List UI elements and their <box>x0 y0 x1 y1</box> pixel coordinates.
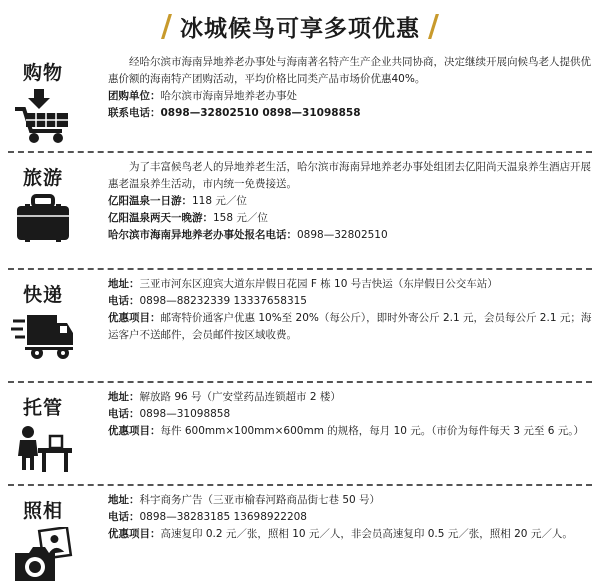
field-label: 电话： <box>108 408 140 420</box>
field-value: 118 元／位 <box>192 195 247 207</box>
info-line <box>108 210 592 227</box>
title-bar <box>0 6 600 46</box>
section-content <box>108 276 592 344</box>
field-value: 158 元／位 <box>213 212 268 224</box>
field-label: 亿阳温泉一日游： <box>108 195 192 207</box>
field-label: 哈尔滨市海南异地养老办事处报名电话： <box>108 229 297 241</box>
section-storage <box>0 385 600 483</box>
section-content <box>108 389 592 440</box>
section-divider <box>8 381 592 383</box>
field-label: 优惠项目： <box>108 312 161 324</box>
page-title: 冰城候鸟可享多项优惠 <box>180 14 420 42</box>
field-value: 三亚市河东区迎宾大道东岸假日花园 F 栋 10 号吉快运（东岸假日公交车站） <box>139 278 498 290</box>
category-column <box>4 488 82 585</box>
section-content <box>108 159 592 244</box>
section-divider <box>8 151 592 153</box>
section-content <box>108 54 592 122</box>
section-intro: 经哈尔滨市海南异地养老办事处与海南著名特产生产企业共同协商，决定继续开展向候鸟老人提供优惠价额的海南特产团购活动，平均价格比同类产品市场价优惠40%。 <box>108 56 591 85</box>
section-divider <box>8 484 592 486</box>
info-line <box>108 193 592 210</box>
category-column <box>4 385 82 474</box>
field-value: 0898—32802510 <box>297 229 388 241</box>
category-column <box>4 50 82 145</box>
delivery-truck-icon <box>11 311 75 363</box>
field-label: 地址： <box>108 278 140 290</box>
field-label: 亿阳温泉两天一晚游： <box>108 212 213 224</box>
info-line <box>108 423 592 440</box>
category-column <box>4 155 82 244</box>
section-photo <box>0 488 600 584</box>
field-label: 优惠项目： <box>108 528 161 540</box>
info-line <box>108 492 592 509</box>
info-line <box>108 406 592 423</box>
storage-desk-icon <box>12 424 74 474</box>
field-value: 高速复印 0.2 元／张，照相 10 元／人，非会员高速复印 0.5 元／张，照相 20 元／人。 <box>160 528 573 540</box>
suitcase-icon <box>13 194 73 244</box>
field-value: 0898—32802510 0898—31098858 <box>160 107 361 119</box>
info-line <box>108 389 592 406</box>
section-intro: 为了丰富候鸟老人的异地养老生活，哈尔滨市海南异地养老办事处组团去亿阳尚天温泉养生酒店开展惠老温泉养生活动，市内统一免费接送。 <box>108 161 591 190</box>
section-express <box>0 272 600 380</box>
info-line <box>108 293 592 310</box>
info-line <box>108 310 592 344</box>
field-label: 优惠项目： <box>108 425 161 437</box>
field-label: 联系电话： <box>108 107 161 119</box>
section-content <box>108 492 592 543</box>
field-value: 0898—38283185 13698922208 <box>139 511 307 523</box>
shopping-cart-icon <box>12 89 74 145</box>
field-label: 电话： <box>108 511 140 523</box>
category-label: 照相 <box>22 500 63 522</box>
field-label: 电话： <box>108 295 140 307</box>
field-value: 0898—31098858 <box>139 408 231 420</box>
camera-photo-icon <box>11 527 75 585</box>
field-label: 地址： <box>108 391 140 403</box>
field-value: 哈尔滨市海南异地养老办事处 <box>160 90 297 102</box>
section-shopping <box>0 50 600 150</box>
field-value: 解放路 96 号（广安堂药品连锁超市 2 楼） <box>139 391 341 403</box>
info-line <box>108 88 592 105</box>
title-slash-right: / <box>428 8 439 44</box>
category-label: 托管 <box>22 397 63 419</box>
info-line <box>108 105 592 122</box>
field-label: 地址： <box>108 494 140 506</box>
field-value: 每件 600mm×100mm×600mm 的规格，每月 10 元。（市价为每件每天 3 元至 6 元。） <box>160 425 585 437</box>
field-value: 科宇商务广告（三亚市榆春河路商品街七巷 50 号） <box>139 494 381 506</box>
info-line <box>108 276 592 293</box>
field-value: 0898—88232339 13337658315 <box>139 295 307 307</box>
info-line <box>108 227 592 244</box>
title-slash-left: / <box>161 8 172 44</box>
category-label: 旅游 <box>22 167 63 189</box>
info-line <box>108 509 592 526</box>
info-line <box>108 526 592 543</box>
field-value: 邮寄特价通客户优惠 10%至 20%（每公斤），即时外寄公斤 2.1 元，会员每公斤 2.1 元；海运客户不送邮件，会员邮件按区域收费。 <box>108 312 592 341</box>
category-column <box>4 272 82 363</box>
section-travel <box>0 155 600 255</box>
field-label: 团购单位： <box>108 90 161 102</box>
category-label: 快递 <box>22 284 63 306</box>
section-divider <box>8 268 592 270</box>
category-label: 购物 <box>22 62 63 84</box>
